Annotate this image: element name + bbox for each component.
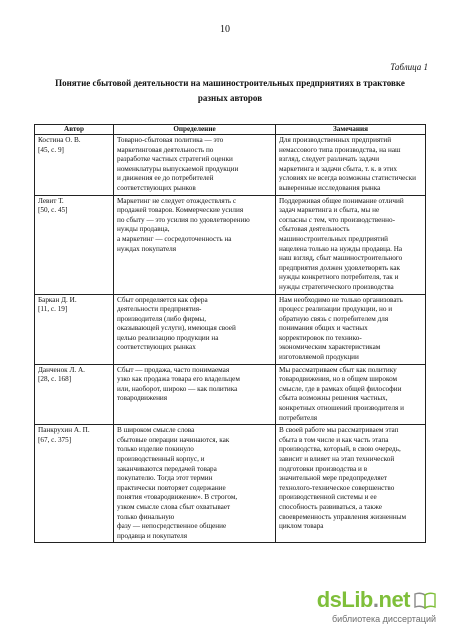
remarks-cell: В своей работе мы рассматриваем этап сбыта в том числе и как часть этапа производства, который, в свою очередь, зависит и влияет на этап технической подготовки производства и в значительной мере предопределяет технолого-техническое совершенство производственной системы и ее способность развиваться, а также своевременность управления жизненным циклом товара	[276, 425, 426, 543]
definition-cell: В широком смысле слова сбытовые операции начинаются, как только изделие покинуло производственный корпус, и заканчиваются передачей товара покупателю. Тогда этот термин практически повторяет содержание понятия «товародвижение». В строгом, узком смысле слова сбыт охватывает только финальную фазу — непосредственное общение продавца и покупателя	[114, 425, 276, 543]
table-header-row	[35, 125, 426, 135]
book-icon	[414, 591, 436, 609]
remarks-cell: Нам необходимо не только организовать процесс реализации продукции, но и обратную связь с потребителем для понимания общих и частных корректировок по технико- экономическим характеристикам изготовляемой продукции	[276, 294, 426, 364]
author-cell: Костина О. В. [45, с. 9]	[35, 135, 114, 196]
column-header-definition: Определение	[114, 125, 276, 135]
definition-cell: Товарно-сбытовая политика — это маркетинговая деятельность по разработке частных стратегий оценки номенклатуры выпускаемой продукции и движения ее до потребителей соответствующих рынков	[114, 135, 276, 196]
remarks-cell: Мы рассматриваем сбыт как политику товародвижения, но в общем широком смысле, где в рамках общей философии сбыта возможны решения частных, конкретных отношений производителя и потребителя	[276, 364, 426, 425]
table-row	[35, 135, 426, 196]
author-cell: Панкрухин А. П. [67, с. 375]	[35, 425, 114, 543]
table-row	[35, 364, 426, 425]
author-cell: Данченок Л. А. [28, с. 168]	[35, 364, 114, 425]
definition-cell: Сбыт определяется как сфера деятельности предприятия- производителя (либо фирмы, оказывающей услуги), имеющая своей целью реализацию продукции на соответствующих рынках	[114, 294, 276, 364]
remarks-cell: Для производственных предприятий немассового типа производства, на наш взгляд, следует различать задачи маркетинга и задачи сбыта, т. к. в этих условиях не всегда возможны статистически выверенные исследования рынка	[276, 135, 426, 196]
dslib-watermark[interactable]	[308, 587, 436, 624]
page-number: 10	[220, 24, 230, 35]
author-cell: Баркан Д. И. [11, с. 19]	[35, 294, 114, 364]
table-row	[35, 195, 426, 294]
dslib-logo: dsLib.net	[316, 587, 410, 612]
remarks-cell: Поддерживая общее понимание отличий задач маркетинга и сбыта, мы не согласны с тем, что производственно- сбытовая деятельность машиностроительных предприятий нацелена только на нужды продавца. На наш взгляд, сбыт машиностроительного предприятия должен удовлетворять как нужды конкретного потребителя, так и нужды стратегического производства	[276, 195, 426, 294]
column-header-author: Автор	[35, 125, 114, 135]
table-title: Понятие сбытовой деятельности на машиностроительных предприятиях в трактовке разных авторов	[55, 78, 405, 103]
table-row	[35, 425, 426, 543]
definition-cell: Маркетинг не следует отождествлять с продажей товаров. Коммерческие усилия по сбыту — это усилия по удовлетворению нужды продавца, а маркетинг — сосредоточенность на нуждах покупателя	[114, 195, 276, 294]
column-header-remarks: Замечания	[276, 125, 426, 135]
definitions-table	[34, 124, 426, 543]
table-row	[35, 294, 426, 364]
dslib-subtitle: библиотека диссертаций	[331, 614, 436, 624]
author-cell: Левит Т. [50, с. 45]	[35, 195, 114, 294]
table-label: Таблица 1	[390, 62, 428, 72]
definition-cell: Сбыт — продажа, часто понимаемая узко как продажа товара его владельцем или, наоборот, широко — как политика товародвижения	[114, 364, 276, 425]
